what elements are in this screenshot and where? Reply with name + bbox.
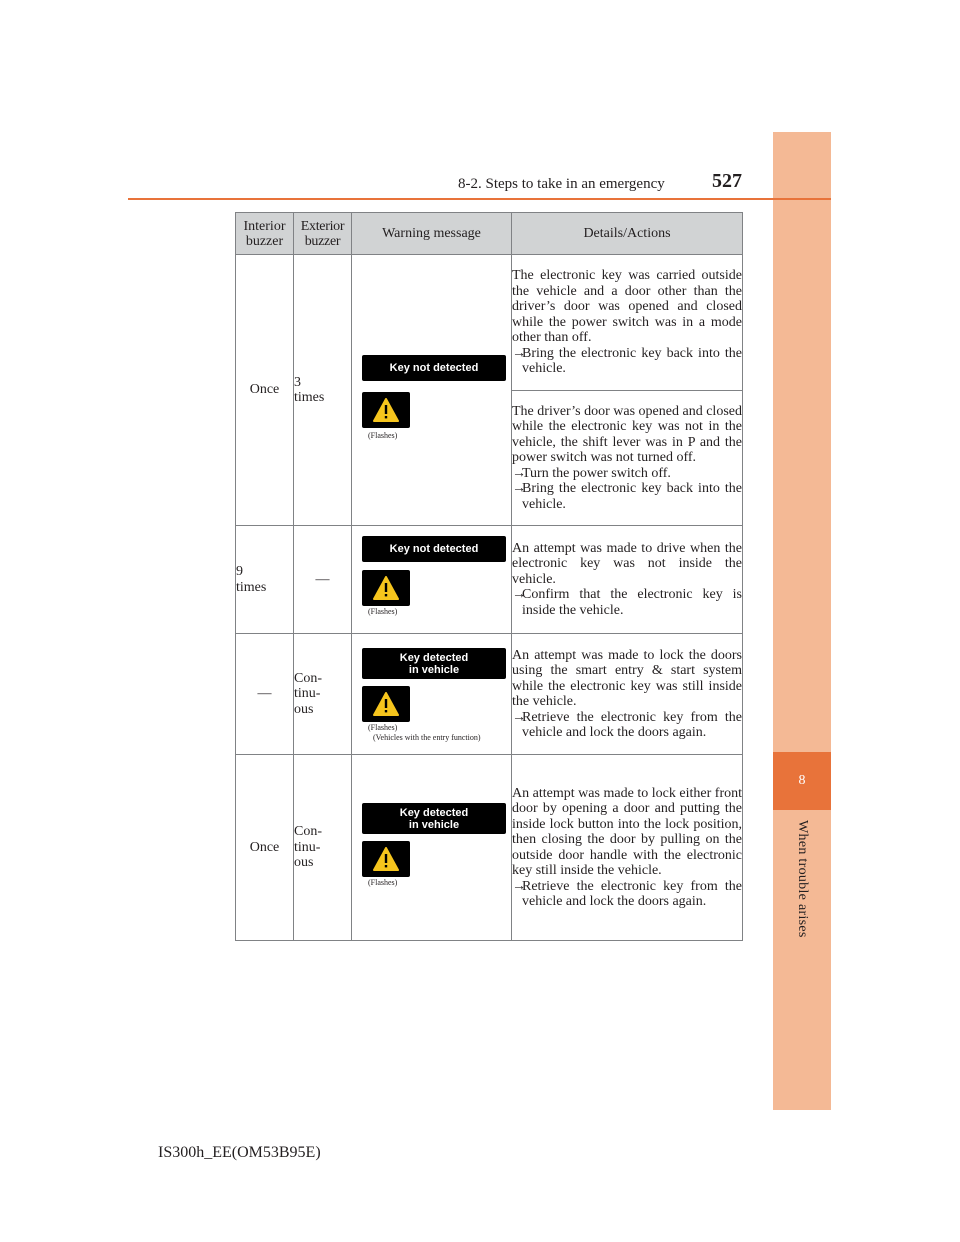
action-item: [512, 879, 742, 910]
flashes-note: (Flashes): [368, 431, 398, 440]
details-cell: [512, 755, 743, 941]
exterior-buzzer-cell: 3 times: [294, 255, 352, 526]
table-row: [236, 255, 743, 391]
arrow-icon: →: [512, 481, 526, 497]
arrow-icon: →: [512, 878, 526, 894]
message-line-2: in vehicle: [408, 818, 460, 831]
interior-buzzer-cell: Once: [236, 755, 294, 941]
table-row: [236, 526, 743, 634]
action-item: [512, 710, 742, 741]
warning-table: [235, 212, 743, 941]
flashes-note: (Flashes): [368, 723, 398, 732]
warning-message-cell: [352, 255, 512, 526]
detail-text: The driver’s door was opened and closed while the electronic key was not in the vehicle, the shift lever was in P and the power switch was not turned off.: [512, 403, 742, 466]
warning-message-cell: [352, 526, 512, 634]
arrow-icon: →: [512, 587, 526, 603]
action-item: [512, 346, 742, 377]
exterior-buzzer-cell: Con- tinu- ous: [294, 755, 352, 941]
chapter-number: 8: [773, 752, 831, 810]
header-rule: [128, 198, 831, 200]
arrow-icon: →: [512, 465, 526, 481]
arrow-icon: →: [512, 709, 526, 725]
action-text: Retrieve the electronic key from the vehicle and lock the doors again.: [522, 878, 742, 909]
interior-buzzer-cell: —: [236, 634, 294, 755]
key-detected-message: [362, 648, 506, 679]
warning-triangle-icon: [362, 392, 410, 428]
interior-buzzer-cell: 9 times: [236, 526, 294, 634]
page-number: 527: [712, 170, 742, 192]
table-header-row: [236, 213, 743, 255]
flashes-note: (Flashes): [368, 878, 398, 887]
warning-triangle-icon: [362, 570, 410, 606]
detail-text: An attempt was made to drive when the electronic key was not inside the vehicle.: [512, 540, 742, 587]
warning-message-cell: [352, 634, 512, 755]
message-line-1: Key detected: [399, 651, 469, 664]
table-row: [236, 755, 743, 941]
chapter-side-tab: [773, 132, 831, 1110]
document-code: IS300h_EE(OM53B95E): [158, 1144, 321, 1161]
detail-text: An attempt was made to lock the doors using the smart entry & start system while the electronic key was still inside the vehicle.: [512, 647, 742, 709]
warning-message-cell: [352, 755, 512, 941]
header-details-actions: Details/Actions: [512, 213, 743, 255]
action-text: Confirm that the electronic key is inside the vehicle.: [522, 587, 742, 618]
details-cell: [512, 634, 743, 755]
table-row: [236, 634, 743, 755]
arrow-icon: →: [512, 345, 526, 361]
details-cell: [512, 526, 743, 634]
message-line-2: in vehicle: [408, 663, 460, 676]
detail-text: An attempt was made to lock either front door by opening a door and putting the inside lock button into the lock position, then closing the door by pulling on the outside door handle with the electronic key still inside the vehicle.: [512, 785, 742, 878]
warning-triangle-icon: [362, 841, 410, 877]
header-warning-message: Warning message: [352, 213, 512, 255]
action-text: Retrieve the electronic key from the vehicle and lock the doors again.: [522, 709, 742, 740]
key-not-detected-message: Key not detected: [362, 355, 506, 381]
key-not-detected-message: Key not detected: [362, 536, 506, 562]
flashes-note: (Flashes): [368, 607, 398, 616]
action-item: [512, 481, 742, 512]
action-text: Turn the power switch off.: [522, 465, 671, 481]
details-cell: [512, 391, 743, 526]
exterior-buzzer-cell: —: [294, 526, 352, 634]
chapter-label: When trouble arises: [795, 820, 810, 938]
header-interior-buzzer: Interior buzzer: [236, 213, 294, 255]
details-cell: [512, 255, 743, 391]
entry-function-note: (Vehicles with the entry function): [373, 733, 481, 742]
header-exterior-buzzer: Exterior buzzer: [294, 213, 352, 255]
interior-buzzer-cell: Once: [236, 255, 294, 526]
warning-triangle-icon: [362, 686, 410, 722]
detail-text: The electronic key was carried outside the vehicle and a door other than the driver’s door was opened and closed while the power switch was in a mode other than off.: [512, 268, 742, 346]
action-item: [512, 466, 742, 482]
action-text: Bring the electronic key back into the vehicle.: [522, 345, 742, 377]
exterior-buzzer-cell: Con- tinu- ous: [294, 634, 352, 755]
action-text: Bring the electronic key back into the vehicle.: [522, 481, 742, 512]
key-detected-message: [362, 803, 506, 834]
action-item: [512, 587, 742, 618]
section-title: 8-2. Steps to take in an emergency: [458, 176, 665, 192]
message-line-1: Key detected: [399, 806, 469, 819]
